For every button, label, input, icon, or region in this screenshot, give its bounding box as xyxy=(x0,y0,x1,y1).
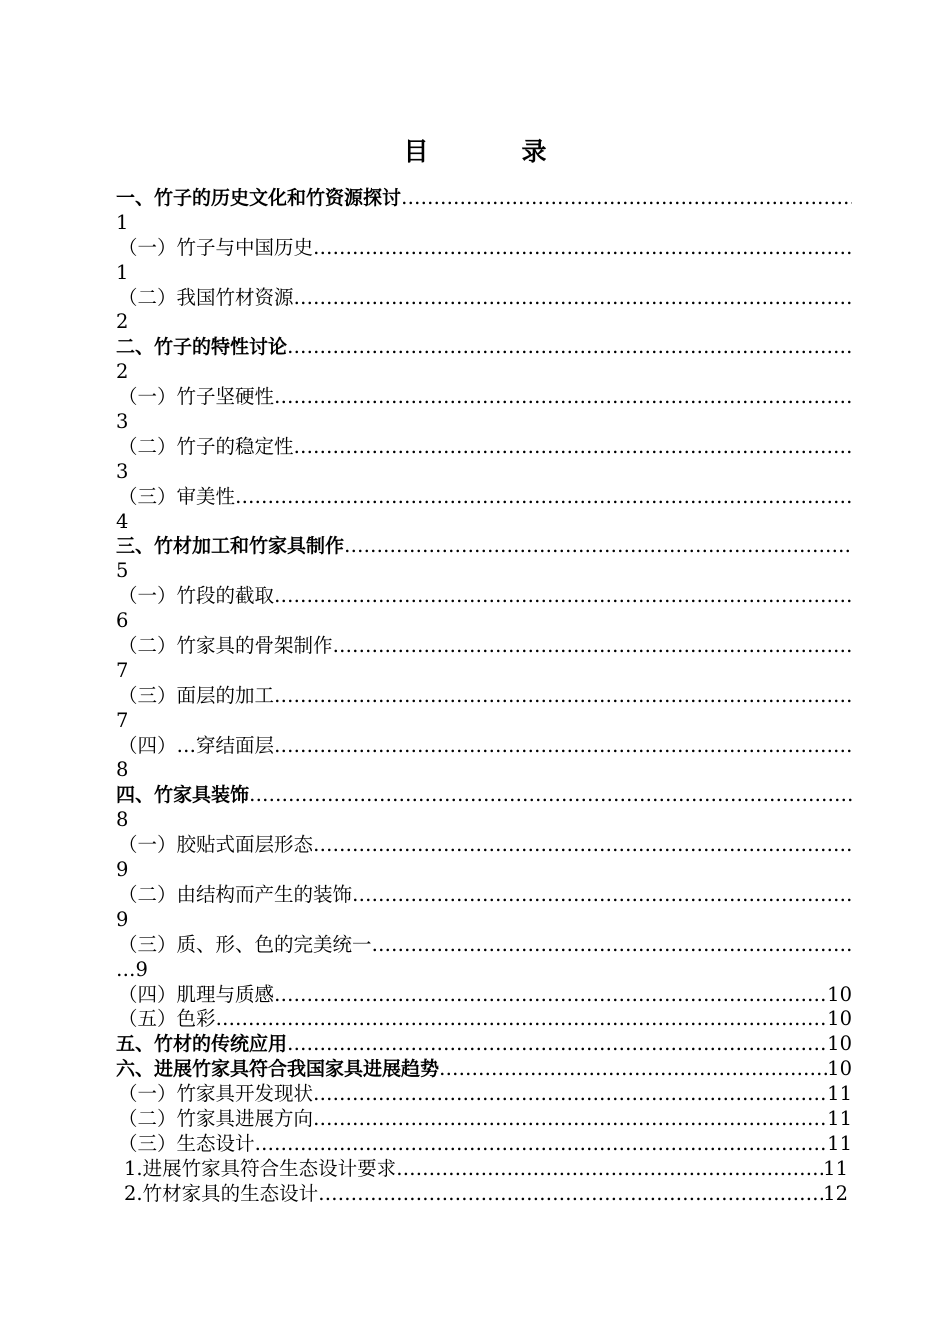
dot-leader xyxy=(274,385,852,410)
toc-entry-page-number: 6 xyxy=(116,609,129,633)
toc-entry xyxy=(116,883,852,933)
toc-entry-page-number: 11 xyxy=(823,1156,848,1180)
dot-leader xyxy=(333,634,852,659)
toc-entry-page-number: 8 xyxy=(116,758,129,782)
dot-leader xyxy=(274,983,827,1008)
toc-entry-title: （二）我国竹材资源 xyxy=(118,285,294,309)
toc-entry-line xyxy=(116,534,852,559)
table-of-contents xyxy=(116,186,852,1207)
toc-entry xyxy=(116,783,852,833)
toc-entry xyxy=(116,286,852,336)
dot-leader xyxy=(313,1082,827,1107)
toc-entry-page-number: …9 xyxy=(116,957,148,981)
toc-entry xyxy=(116,1157,852,1182)
toc-entry-title: 四、竹家具装饰 xyxy=(116,784,250,807)
toc-entry-title: 三、竹材加工和竹家具制作 xyxy=(116,535,345,558)
toc-entry-page-line xyxy=(116,510,852,535)
toc-entry-title: 1.进展竹家具符合生态设计要求 xyxy=(124,1156,397,1180)
dot-leader xyxy=(235,485,852,510)
toc-entry-page-number: 10 xyxy=(827,1007,852,1031)
toc-entry xyxy=(116,534,852,584)
toc-entry-line xyxy=(116,584,852,609)
toc-entry-title: （三）审美性 xyxy=(118,484,236,508)
dot-leader xyxy=(287,1032,827,1057)
toc-entry-page-number: 7 xyxy=(116,658,129,682)
toc-entry-page-number: 7 xyxy=(116,708,129,732)
toc-entry xyxy=(116,734,852,784)
toc-entry xyxy=(116,435,852,485)
toc-entry-page-line xyxy=(116,758,852,783)
toc-entry-line xyxy=(116,1007,852,1032)
toc-entry-line xyxy=(116,385,852,410)
dot-leader xyxy=(401,186,852,211)
toc-entry xyxy=(116,933,852,983)
toc-entry-line xyxy=(116,485,852,510)
toc-entry-page-line xyxy=(116,559,852,584)
dot-leader xyxy=(313,833,852,858)
toc-entry xyxy=(116,983,852,1008)
toc-entry-line xyxy=(116,186,852,211)
toc-entry-page-number: 10 xyxy=(827,1057,852,1081)
dot-leader xyxy=(274,584,852,609)
toc-entry-title: （四）…穿结面层 xyxy=(118,733,275,757)
toc-entry xyxy=(116,385,852,435)
toc-entry-title: （二）竹家具进展方向 xyxy=(118,1106,314,1130)
toc-entry-title: （二）竹家具的骨架制作 xyxy=(118,634,333,658)
toc-entry-line xyxy=(116,286,852,311)
toc-entry-title: （五）色彩 xyxy=(118,1007,216,1031)
toc-entry-title: （一）竹子坚硬性 xyxy=(118,385,275,409)
toc-entry-page-line xyxy=(116,908,852,933)
toc-entry-page-number: 10 xyxy=(827,982,852,1006)
toc-entry-page-line xyxy=(116,808,852,833)
toc-entry xyxy=(116,1132,852,1157)
toc-entry-title: （三）面层的加工 xyxy=(118,683,275,707)
toc-entry-title: 五、竹材的传统应用 xyxy=(116,1033,288,1056)
dot-leader xyxy=(352,883,852,908)
toc-entry-line xyxy=(116,1057,852,1082)
toc-entry-line xyxy=(116,783,852,808)
toc-entry xyxy=(116,833,852,883)
toc-entry-line xyxy=(116,236,852,261)
toc-entry-page-number: 5 xyxy=(116,559,129,583)
toc-entry-title: 一、竹子的历史文化和竹资源探讨 xyxy=(116,187,402,209)
toc-entry-title: （二）由结构而产生的装饰 xyxy=(118,882,353,906)
toc-entry-page-number: 12 xyxy=(823,1181,848,1205)
dot-leader xyxy=(287,335,852,360)
toc-entry xyxy=(116,1057,852,1082)
toc-entry-page-number: 1 xyxy=(116,260,129,284)
toc-entry xyxy=(116,684,852,734)
toc-entry-line xyxy=(116,1157,848,1182)
toc-entry-page-number: 2 xyxy=(116,310,129,334)
toc-entry xyxy=(116,1082,852,1107)
toc-entry-line xyxy=(116,1082,852,1107)
toc-entry-line xyxy=(116,734,852,759)
toc-entry xyxy=(116,1007,852,1032)
dot-leader xyxy=(439,1057,827,1082)
toc-entry xyxy=(116,1107,852,1132)
dot-leader xyxy=(274,734,852,759)
dot-leader xyxy=(313,236,852,261)
toc-entry-title: （三）质、形、色的完美统一 xyxy=(118,932,372,956)
toc-entry-page-number: 1 xyxy=(116,210,129,234)
toc-entry xyxy=(116,634,852,684)
toc-entry-page-number: 8 xyxy=(116,808,129,832)
toc-entry xyxy=(116,1182,852,1207)
dot-leader xyxy=(313,1107,827,1132)
dot-leader xyxy=(294,286,852,311)
toc-entry-page-line xyxy=(116,310,852,335)
toc-entry xyxy=(116,236,852,286)
toc-entry-title: （三）生态设计 xyxy=(118,1131,255,1155)
toc-entry-page-line xyxy=(116,709,852,734)
dot-leader xyxy=(372,933,852,958)
toc-entry xyxy=(116,485,852,535)
toc-entry xyxy=(116,186,852,236)
dot-leader xyxy=(274,684,852,709)
toc-entry-line xyxy=(116,1032,852,1057)
toc-entry-line xyxy=(116,983,852,1008)
toc-entry-page-number: 10 xyxy=(827,1032,852,1056)
toc-entry-page-line xyxy=(116,410,852,435)
toc-entry-line xyxy=(116,1132,852,1157)
toc-entry-title: （一）胶贴式面层形态 xyxy=(118,833,314,857)
toc-entry-line xyxy=(116,435,852,460)
dot-leader xyxy=(249,783,852,808)
toc-entry-page-line xyxy=(116,261,852,286)
toc-entry-title: （二）竹子的稳定性 xyxy=(118,434,294,458)
dot-leader xyxy=(294,435,852,460)
toc-entry-line xyxy=(116,1182,848,1207)
toc-entry xyxy=(116,584,852,634)
toc-entry-title: 六、进展竹家具符合我国家具进展趋势 xyxy=(116,1058,440,1081)
toc-entry-title: （一）竹子与中国历史 xyxy=(118,235,314,259)
dot-leader xyxy=(255,1132,828,1157)
toc-entry-title: 二、竹子的特性讨论 xyxy=(116,336,288,359)
dot-leader xyxy=(396,1157,823,1182)
page-title: 目 录 xyxy=(403,137,581,166)
toc-entry-page-line xyxy=(116,958,852,983)
toc-entry-page-line xyxy=(116,659,852,684)
toc-entry-page-number: 4 xyxy=(116,509,129,533)
toc-entry-title: （一）竹段的截取 xyxy=(118,584,275,608)
dot-leader xyxy=(216,1007,828,1032)
toc-entry-title: 2.竹材家具的生态设计 xyxy=(124,1181,319,1205)
toc-entry-page-number: 9 xyxy=(116,858,129,882)
toc-entry-page-number: 11 xyxy=(827,1106,852,1130)
toc-entry-page-line xyxy=(116,858,852,883)
toc-entry-page-number: 3 xyxy=(116,459,129,483)
toc-entry xyxy=(116,1032,852,1057)
toc-entry-line xyxy=(116,335,852,360)
toc-entry-page-number: 11 xyxy=(827,1131,852,1155)
toc-entry-page-number: 3 xyxy=(116,410,129,434)
toc-entry-line xyxy=(116,684,852,709)
toc-entry-line xyxy=(116,883,852,908)
toc-entry-page-line xyxy=(116,360,852,385)
dot-leader xyxy=(318,1182,823,1207)
toc-entry-page-number: 11 xyxy=(827,1082,852,1106)
toc-entry-line xyxy=(116,634,852,659)
toc-entry-page-number: 2 xyxy=(116,360,129,384)
toc-entry-line xyxy=(116,833,852,858)
toc-entry-page-line xyxy=(116,460,852,485)
toc-entry-line xyxy=(116,1107,852,1132)
toc-entry-page-line xyxy=(116,609,852,634)
toc-entry-page-number: 9 xyxy=(116,907,129,931)
toc-entry xyxy=(116,335,852,385)
dot-leader xyxy=(344,534,852,559)
toc-entry-line xyxy=(116,933,852,958)
toc-entry-title: （四）肌理与质感 xyxy=(118,982,275,1006)
toc-entry-title: （一）竹家具开发现状 xyxy=(118,1082,314,1106)
toc-entry-page-line xyxy=(116,211,852,236)
